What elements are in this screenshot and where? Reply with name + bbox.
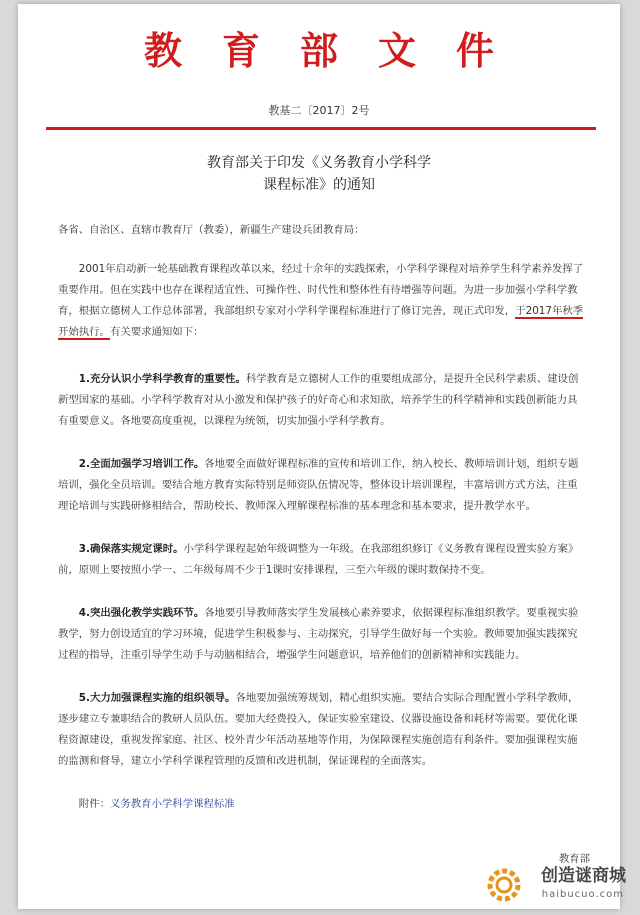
intro-text-b: 有关要求通知如下： [109,326,204,338]
section-heading: 1.充分认识小学科学教育的重要性。 [78,373,246,385]
watermark-url: haibucuo.com [541,889,624,900]
watermark [484,859,634,909]
gear-logo-icon [484,865,524,905]
document-body [58,220,584,837]
section-4 [58,603,584,666]
highlight-date: 于2017年秋季 [515,305,584,317]
signer: 教育部 [558,853,590,865]
section-2 [58,454,584,517]
section-text: 各地要全面做好课程标准的宣传和培训工作，纳入校长、教师培训计划，组织专题培训，强化全员培训。要结合地方教育实际特别是师资队伍情况等，整体设计培训课程，丰富培训方式方法，注重理论培训与实践研修相结合，帮助校长、教师深入理解课程标准的基本理念和基本要求，提升教学水平。 [58,458,579,512]
document-number: 教基二〔2017〕2号 [268,104,370,117]
notice-title-line2: 课程标准》的通知 [263,177,375,193]
attachment-line [58,794,584,815]
section-text: 各地要加强统筹规划，精心组织实施。要结合实际合理配置小学科学教师，逐步建立专兼职结合的教研人员队伍。要加大经费投入，保证实验室建设、仪器设施设备和耗材等需要。要优化课程资源建设，重视发挥家庭、社区、校外青少年活动基地等作用，为保障课程实施创造有利条件。要加强课程实施的监测和督导，建立小学科学课程管理的反馈和改进机制，保证课程的全面落实。 [58,692,579,767]
watermark-name: 创造谜商城 [541,866,626,886]
section-3 [58,539,584,581]
notice-title [18,152,620,196]
section-heading: 5.大力加强课程实施的组织领导。 [78,692,236,704]
salutation: 各省、自治区、直辖市教育厅（教委），新疆生产建设兵团教育局： [58,224,365,236]
section-5 [58,688,584,772]
document-header-title: 教育部文件 [143,28,534,73]
section-text: 小学科学课程起始年级调整为一年级。在我部组织修订《义务教育课程设置实验方案》前，原则上要按照小学一、二年级每周不少于1课时安排课程，三至六年级的课时数保持不变。 [58,543,579,576]
section-text: 科学教育是立德树人工作的重要组成部分，是提升全民科学素质、建设创新型国家的基础。小学科学教育对从小激发和保护孩子的好奇心和求知欲，培养学生的科学精神和实践创新能力具有重要意义。各地要高度重视，以课程为统领，切实加强小学科学教育。 [58,373,579,427]
intro-paragraph [58,259,584,343]
section-heading: 3.确保落实规定课时。 [78,543,184,555]
intro-text-a: 2001年启动新一轮基础教育课程改革以来，经过十余年的实践探索，小学科学课程对培养学生科学素养发挥了重要作用。但在实践中也存在课程适宜性、可操作性、时代性和整体性有待增强等问题。为进一步加强小学科学教育，根据立德树人工作总体部署，我部组织专家对小学科学课程标准进行了修订完善，现正式印发， [58,263,584,317]
section-text: 各地要引导教师落实学生发展核心素养要求，依据课程标准组织教学。要重视实验教学，努力创设适宜的学习环境，促进学生积极参与、主动探究，引导学生做好每一个实验。教师要加强实践探究过程的指导，注重引导学生动手与动脑相结合，增强学生问题意识，培养他们的创新精神和实践能力。 [58,607,579,661]
document-page [18,4,620,909]
section-1 [58,369,584,432]
section-heading: 2.全面加强学习培训工作。 [78,458,205,470]
notice-title-line1: 教育部关于印发《义务教育小学科学 [207,155,431,171]
highlight-start: 开始执行。 [58,326,110,338]
section-heading: 4.突出强化教学实践环节。 [78,607,205,619]
attachment-link[interactable]: 义务教育小学科学课程标准 [109,798,235,810]
attachment-label: 附件： [78,798,110,810]
red-divider [46,127,596,130]
